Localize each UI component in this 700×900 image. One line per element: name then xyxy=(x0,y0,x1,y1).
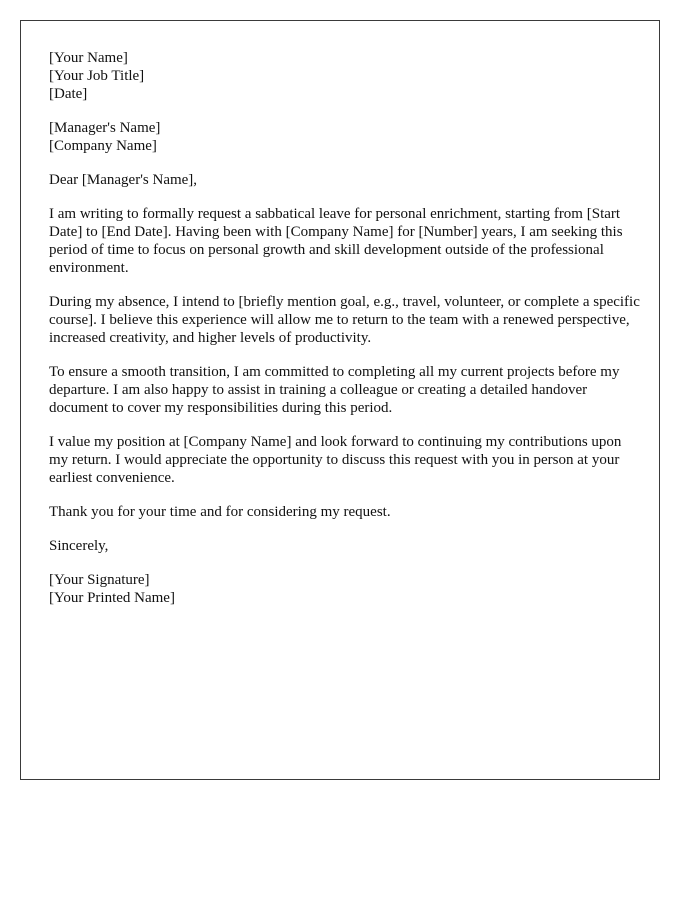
recipient-company-name: [Company Name] xyxy=(49,138,157,154)
salutation: Dear [Manager's Name], xyxy=(49,172,198,188)
sender-block xyxy=(49,49,641,103)
body-paragraph-5: Thank you for your time and for considering my request. xyxy=(49,504,391,520)
closing: Sincerely, xyxy=(49,538,109,554)
body-paragraph-3: To ensure a smooth transition, I am committed to completing all my current projects before my departure. I am also happy to assist in training a colleague or creating a detailed handover document to cover my responsibilities during this period. xyxy=(49,364,620,416)
printed-name: [Your Printed Name] xyxy=(49,590,175,606)
body-paragraph-4: I value my position at [Company Name] and look forward to continuing my contributions upon my return. I would appreciate the opportunity to discuss this request with you in person at your earliest convenience. xyxy=(49,434,622,486)
letter-page xyxy=(20,20,660,780)
signature-block xyxy=(49,571,641,607)
signature-placeholder: [Your Signature] xyxy=(49,572,150,588)
recipient-manager-name: [Manager's Name] xyxy=(49,120,161,136)
letter-content xyxy=(49,49,641,623)
body-paragraph-2: During my absence, I intend to [briefly mention goal, e.g., travel, volunteer, or complete a specific course]. I believe this experience will allow me to return to the team with a renewed perspective, increased creativity, and higher levels of productivity. xyxy=(49,294,640,346)
letter-date: [Date] xyxy=(49,86,88,102)
sender-name: [Your Name] xyxy=(49,50,128,66)
recipient-block xyxy=(49,119,641,155)
body-paragraph-1: I am writing to formally request a sabbatical leave for personal enrichment, starting from [Start Date] to [End Date]. Having been with [Company Name] for [Number] years, I am seeking this period of time to focus on personal growth and skill development outside of the professional environment. xyxy=(49,206,623,276)
sender-job-title: [Your Job Title] xyxy=(49,68,145,84)
